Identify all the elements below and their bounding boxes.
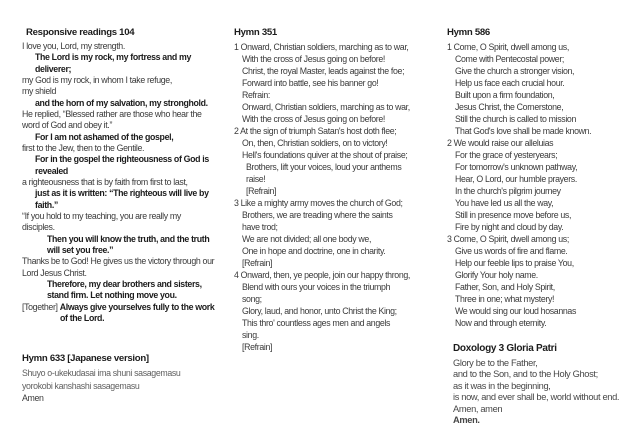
hymn-586-lines xyxy=(447,41,632,329)
text-line: 3 Like a mighty army moves the church of God; xyxy=(234,198,403,208)
text-line: [Refrain] xyxy=(242,258,273,268)
text-line: You have led us all the way, xyxy=(455,198,554,208)
text-line: raise! xyxy=(246,174,266,184)
hymn-633-section xyxy=(22,353,222,405)
text-line: will set you free.” xyxy=(47,244,114,255)
hymn-633-lines xyxy=(22,367,222,405)
hymn-586-section xyxy=(447,27,632,329)
text-line: I love you, Lord, my strength. xyxy=(22,41,125,51)
text-line: first to the Jew, then to the Gentile. xyxy=(22,142,145,153)
responsive-reading-lines xyxy=(22,41,222,324)
text-line: stand firm. Let nothing move you. xyxy=(47,290,177,301)
text-line: my God is my rock, in whom I take refuge, xyxy=(22,74,172,85)
text-line: Help us face each crucial hour. xyxy=(455,78,565,88)
text-line: 2 We would raise our alleluias xyxy=(447,138,554,148)
text-line: Glory be to the Father, xyxy=(453,357,538,368)
text-line: Hell's foundations quiver at the shout of praise; xyxy=(242,150,408,160)
text-line: disciples. xyxy=(22,222,55,233)
text-line: One in hope and doctrine, one in charity. xyxy=(242,246,386,256)
text-line: Still in presence move before us, xyxy=(455,210,572,220)
text-line: song; xyxy=(242,294,262,304)
text-line: This thro' countless ages men and angels xyxy=(242,318,391,328)
text-line: Now and through eternity. xyxy=(455,318,547,328)
hymn-586-heading: Hymn 586 xyxy=(447,27,490,38)
doxology-section xyxy=(453,343,632,427)
line-prefix: [Together] xyxy=(22,301,60,312)
text-line: Brothers, lift your voices, loud your anthems xyxy=(246,162,402,172)
text-line: Forward into battle, see his banner go! xyxy=(242,78,379,88)
text-line: With the cross of Jesus going on before! xyxy=(242,114,385,124)
doxology-lines xyxy=(453,358,632,428)
responsive-reading-heading: Responsive readings 104 xyxy=(26,27,135,38)
text-line: Christ, the royal Master, leads against the foe; xyxy=(242,66,405,76)
text-line: Come with Pentecostal power; xyxy=(455,54,565,64)
text-line: faith.” xyxy=(35,199,58,210)
text-line: Fire by night and cloud by day. xyxy=(455,222,564,232)
text-line: For I am not ashamed of the gospel, xyxy=(35,131,174,142)
text-line: Still the church is called to mission xyxy=(455,114,577,124)
text-line: 3 Come, O Spirit, dwell among us; xyxy=(447,234,569,244)
text-line: a righteousness that is by faith from first to last, xyxy=(22,176,188,187)
text-line: revealed xyxy=(35,165,68,176)
text-line: of the Lord. xyxy=(60,312,105,323)
responsive-reading-section xyxy=(22,27,222,324)
hymn-351-heading: Hymn 351 xyxy=(234,27,277,38)
text-line: Blend with ours your voices in the triumph xyxy=(242,282,391,292)
text-line xyxy=(22,302,222,313)
text-line: Built upon a firm foundation, xyxy=(455,90,555,100)
text-line: is now, and ever shall be, world without end. xyxy=(453,392,620,403)
text-line: Amen xyxy=(22,393,44,404)
text-line: For the grace of yesteryears; xyxy=(455,150,558,160)
text-line: For in the gospel the righteousness of God is xyxy=(35,154,209,165)
text-line: [Refrain] xyxy=(242,342,273,352)
text-line: 4 Onward, then, ye people, join our happy throng, xyxy=(234,270,411,280)
text-line: and the horn of my salvation, my stronghold. xyxy=(35,97,208,108)
doxology-heading: Doxology 3 Gloria Patri xyxy=(453,343,557,354)
text-line: Amen. xyxy=(453,415,480,426)
text-line: We are not divided; all one body we, xyxy=(242,234,372,244)
text-line: as it was in the beginning, xyxy=(453,380,551,391)
text-line: Brothers, we are treading where the saints xyxy=(242,210,393,220)
column-right xyxy=(447,27,632,427)
text-line: 1 Come, O Spirit, dwell among us, xyxy=(447,42,569,52)
text-line: Hear, O Lord, our humble prayers. xyxy=(455,174,577,184)
text-line: That God's love shall be made known. xyxy=(455,126,592,136)
text-line: yorokobi kanshashi sasagemasu xyxy=(22,380,140,391)
text-line: sing. xyxy=(242,330,259,340)
column-left xyxy=(22,27,222,405)
column-middle xyxy=(234,27,434,353)
text-line: Refrain: xyxy=(242,90,271,100)
text-line: [Refrain] xyxy=(246,186,277,196)
text-line: With the cross of Jesus going on before! xyxy=(242,54,385,64)
text-line: “If you hold to my teaching, you are really my xyxy=(22,210,181,221)
text-line: 2 At the sign of triumph Satan's host doth flee; xyxy=(234,126,397,136)
text-line: and to the Son, and to the Holy Ghost; xyxy=(453,369,598,380)
hymn-351-lines xyxy=(234,41,434,353)
text-line: Amen, amen xyxy=(453,403,503,414)
text-line: 1 Onward, Christian soldiers, marching as to war, xyxy=(234,42,409,52)
text-line: Lord Jesus Christ. xyxy=(22,267,87,278)
text-line: The Lord is my rock, my fortress and my xyxy=(35,52,191,63)
text-line: Then you will know the truth, and the truth xyxy=(47,233,210,244)
text-line: Give us words of fire and flame. xyxy=(455,246,568,256)
text-line: Help our feeble lips to praise You, xyxy=(455,258,574,268)
text-line: Glory, laud, and honor, unto Christ the King; xyxy=(242,306,397,316)
text-line: deliverer; xyxy=(35,63,72,74)
text-line: Jesus Christ, the Cornerstone, xyxy=(455,102,564,112)
text-line: Give the church a stronger vision, xyxy=(455,66,575,76)
text-line: Shuyo o-ukekudasai ima shuni sasagemasu xyxy=(22,368,181,379)
text-line: We would sing our loud hosannas xyxy=(455,306,577,316)
text-line: Three in one; what mystery! xyxy=(455,294,555,304)
text-line: Therefore, my dear brothers and sisters, xyxy=(47,278,202,289)
line-text: Always give yourselves fully to the work xyxy=(59,301,215,312)
hymn-351-section xyxy=(234,27,434,353)
text-line: On, then, Christian soldiers, on to victory! xyxy=(242,138,388,148)
text-line: He replied, “Blessed rather are those who hear the xyxy=(22,108,202,119)
text-line: Thanks be to God! He gives us the victory through our xyxy=(22,256,215,267)
text-line: have trod; xyxy=(242,222,278,232)
text-line: Father, Son, and Holy Spirit, xyxy=(455,282,555,292)
text-line: In the church's pilgrim journey xyxy=(455,186,561,196)
text-line: Glorify Your holy name. xyxy=(455,270,538,280)
text-line: my shield xyxy=(22,86,57,97)
text-line: For tomorrow's unknown pathway, xyxy=(455,162,578,172)
text-line: word of God and obey it.” xyxy=(22,120,113,131)
hymn-633-heading: Hymn 633 [Japanese version] xyxy=(22,353,149,365)
text-line: Onward, Christian soldiers, marching as to war, xyxy=(242,102,410,112)
text-line: just as it is written: “The righteous will live by xyxy=(35,188,209,199)
